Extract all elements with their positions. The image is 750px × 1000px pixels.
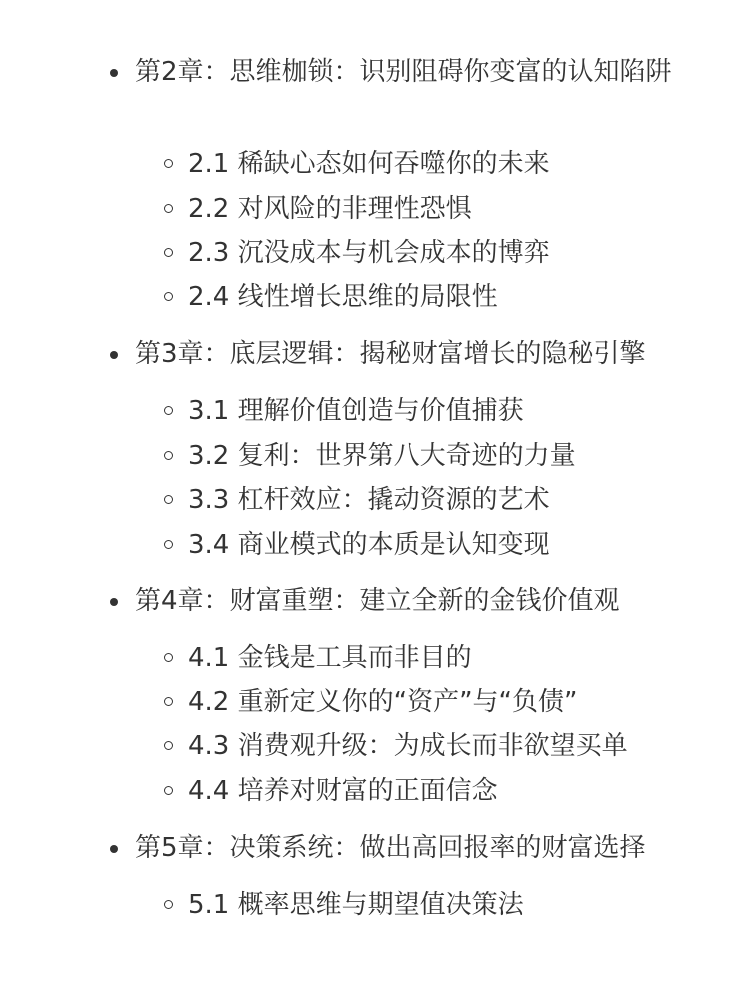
section-title: 3.2 复利：世界第八大奇迹的力量 (188, 441, 576, 471)
chapter-item (135, 582, 675, 620)
hollow-bullet-icon (164, 292, 173, 301)
section-title: 4.1 金钱是工具而非目的 (188, 643, 472, 673)
filled-bullet-icon (110, 845, 118, 853)
section-item (188, 190, 708, 228)
hollow-bullet-icon (164, 495, 173, 504)
hollow-bullet-icon (164, 653, 173, 662)
hollow-bullet-icon (164, 451, 173, 460)
hollow-bullet-icon (164, 159, 173, 168)
filled-bullet-icon (110, 598, 118, 606)
section-item (188, 772, 708, 810)
section-title: 5.1 概率思维与期望值决策法 (188, 890, 524, 920)
section-title: 3.3 杠杆效应：撬动资源的艺术 (188, 485, 550, 515)
chapter-item (135, 53, 675, 91)
section-title: 4.3 消费观升级：为成长而非欲望买单 (188, 731, 628, 761)
hollow-bullet-icon (164, 741, 173, 750)
section-item (188, 278, 708, 316)
section-title: 2.4 线性增长思维的局限性 (188, 282, 498, 312)
section-title: 2.1 稀缺心态如何吞噬你的未来 (188, 149, 550, 179)
chapter-title: 第5章：决策系统：做出高回报率的财富选择 (135, 833, 646, 863)
section-item (188, 886, 708, 924)
section-title: 4.4 培养对财富的正面信念 (188, 776, 498, 806)
hollow-bullet-icon (164, 697, 173, 706)
filled-bullet-icon (110, 69, 118, 77)
hollow-bullet-icon (164, 540, 173, 549)
section-item (188, 481, 708, 519)
section-title: 2.3 沉没成本与机会成本的博弈 (188, 238, 550, 268)
section-title: 2.2 对风险的非理性恐惧 (188, 194, 472, 224)
hollow-bullet-icon (164, 900, 173, 909)
section-title: 3.1 理解价值创造与价值捕获 (188, 396, 524, 426)
section-item (188, 392, 708, 430)
chapter-item (135, 335, 675, 373)
section-title: 4.2 重新定义你的“资产”与“负债” (188, 687, 578, 717)
filled-bullet-icon (110, 351, 118, 359)
hollow-bullet-icon (164, 406, 173, 415)
section-item (188, 683, 708, 721)
section-title: 3.4 商业模式的本质是认知变现 (188, 530, 550, 560)
chapter-title: 第2章：思维枷锁：识别阻碍你变富的认知陷阱 (135, 57, 672, 87)
section-item (188, 145, 708, 183)
hollow-bullet-icon (164, 786, 173, 795)
chapter-title: 第4章：财富重塑：建立全新的金钱价值观 (135, 586, 620, 616)
section-item (188, 234, 708, 272)
section-item (188, 437, 708, 475)
chapter-title: 第3章：底层逻辑：揭秘财富增长的隐秘引擎 (135, 339, 646, 369)
section-item (188, 526, 708, 564)
hollow-bullet-icon (164, 248, 173, 257)
section-item (188, 727, 708, 765)
hollow-bullet-icon (164, 204, 173, 213)
section-item (188, 639, 708, 677)
chapter-item (135, 829, 675, 867)
